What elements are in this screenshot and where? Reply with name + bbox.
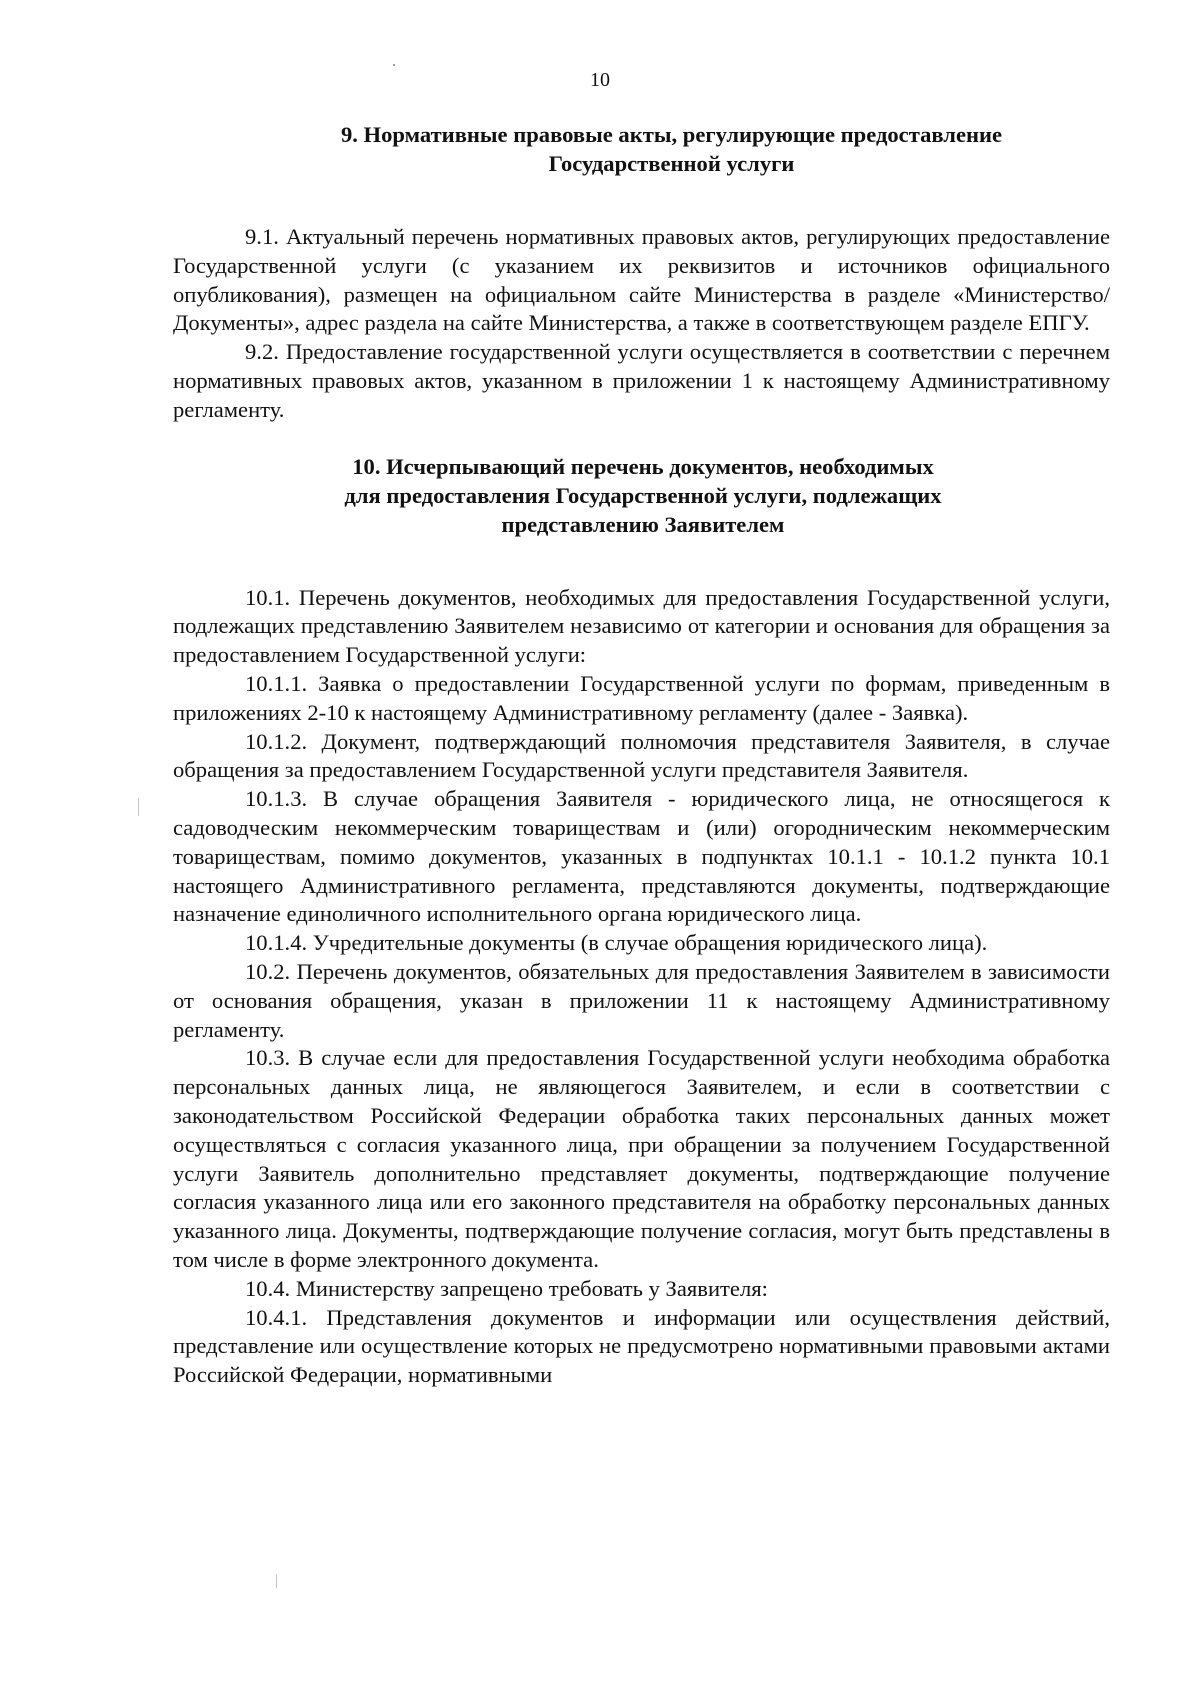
paragraph-10-1-1: 10.1.1. Заявка о предоставлении Государственной услуги по формам, приведенным в приложениях 2-10 к настоящему Административному регламенту (далее - Заявка).	[173, 670, 1110, 725]
section-9-title-line-1: 9. Нормативные правовые акты, регулирующие предоставление	[340, 122, 1003, 147]
paragraph-10-1-3: 10.1.3. В случае обращения Заявителя - юридического лица, не относящегося к садоводческим некоммерческим товариществам и (или) огородническим некоммерческим товариществам, помимо документов, указанных в подпунктах 10.1.1 - 10.1.2 пункта 10.1 настоящего Административного регламента, представляются документы, подтверждающие назначение единоличного исполнительного органа юридического лица.	[173, 786, 1110, 927]
section-10-title	[253, 452, 1033, 539]
section-10-title-line-2: для предоставления Государственной услуги, подлежащих	[344, 482, 942, 508]
paragraph-10-3: 10.3. В случае если для предоставления Государственной услуги необходима обработка персональных данных лица, не являющегося Заявителем, и если в соответствии с законодательством Российской Федерации обработка таких персональных данных может осуществляться с согласия указанного лица, при обращении за получением Государственной услуги Заявитель дополнительно представляет документы, подтверждающие получение согласия указанного лица или его законного представителя на обработку персональных данных указанного лица. Документы, подтверждающие получение согласия, могут быть представлены в том числе в форме электронного документа.	[173, 1045, 1110, 1272]
paragraph-10-1-4: 10.1.4. Учредительные документы (в случае обращения юридического лица).	[245, 930, 988, 956]
section-10-title-line-1: 10. Исчерпывающий перечень документов, необходимых	[352, 453, 934, 479]
paragraph-9-1: 9.1. Актуальный перечень нормативных правовых актов, регулирующих предоставление Государственной услуги (с указанием их реквизитов и источников официального опубликования), размещен на официальном сайте Министерства в разделе «Министерство/Документы», адрес раздела на сайте Министерства, а также в соответствующем разделе ЕПГУ.	[173, 224, 1110, 336]
scan-margin-line	[138, 798, 139, 816]
paragraph-10-4: 10.4. Министерству запрещено требовать у Заявителя:	[245, 1275, 768, 1301]
section-10-title-line-3: представлению Заявителем	[501, 511, 785, 537]
section-9-title	[233, 120, 1110, 178]
paragraph-9-2: 9.2. Предоставление государственной услуги осуществляется в соответствии с перечнем нормативных правовых актов, указанном в приложении 1 к настоящему Административному регламенту.	[173, 339, 1110, 422]
section-9-title-line-2: Государственной услуги	[548, 151, 795, 176]
paragraph-10-2: 10.2. Перечень документов, обязательных для предоставления Заявителем в зависимости от основания обращения, указан в приложении 11 к настоящему Административному регламенту.	[173, 958, 1110, 1042]
paragraph-10-1-2: 10.1.2. Документ, подтверждающий полномочия представителя Заявителя, в случае обращения за предоставлением Государственной услуги представителя Заявителя.	[173, 728, 1110, 783]
page-number: 10	[590, 69, 610, 91]
paragraph-10-4-1: 10.4.1. Представления документов и информации или осуществления действий, представление или осуществление которых не предусмотрено нормативными правовыми актами Российской Федерации, нормативными	[173, 1304, 1110, 1388]
scan-dot	[276, 1574, 277, 1588]
document-body	[173, 120, 1110, 1390]
paragraph-10-1: 10.1. Перечень документов, необходимых для предоставления Государственной услуги, подлежащих представлению Заявителем независимо от категории и основания для обращения за предоставлением Государственной услуги:	[173, 584, 1110, 668]
scan-dot	[393, 64, 395, 66]
